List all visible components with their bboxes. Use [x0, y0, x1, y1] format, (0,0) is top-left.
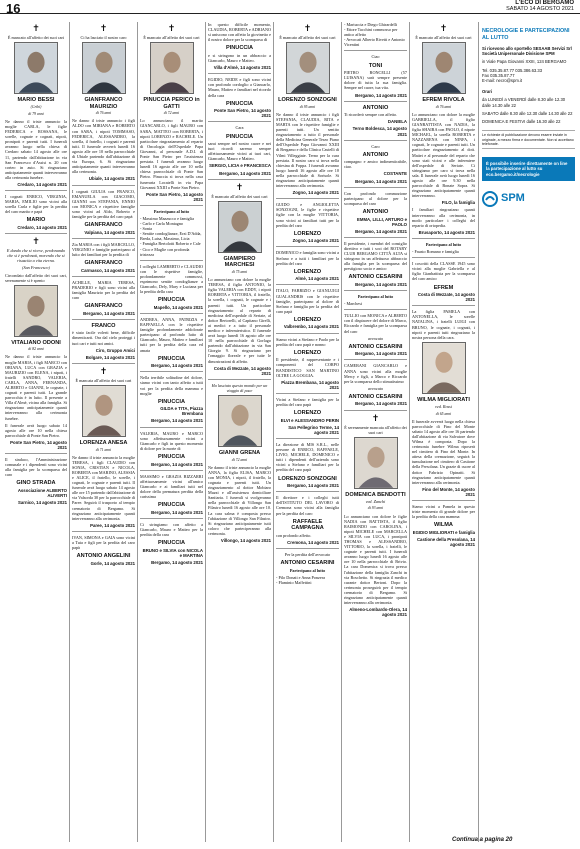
divider [412, 305, 475, 306]
participants-list: - Marchesi [344, 301, 363, 307]
divider [140, 313, 203, 314]
continue-note: Continua a pagina 20 [452, 837, 513, 843]
column-rule [69, 22, 70, 842]
deceased-name: ANTONIO [362, 151, 389, 158]
notice-date: Zogno, 14 agosto 2021 [292, 238, 339, 244]
deceased-name: PINUCCIA [157, 453, 186, 460]
deceased-name: PINUCCIA [225, 45, 254, 52]
notice-text: TULLIO con MONICA e ALBERTO con il dispiacere del dolore di Marco, Riccardo e famiglia per la scomparsa del caro [344, 313, 407, 334]
deceased-photo [286, 42, 330, 94]
deceased-name: ANTONIO CESARINI [348, 274, 403, 281]
notice-date: Bergamo, 14 agosto 2021 [151, 418, 203, 424]
deceased-name: EFREM RIVOLA [422, 97, 465, 104]
notice-date: Brusaporto, 14 agosto 2021 [418, 229, 475, 235]
divider [208, 379, 271, 380]
deceased-name: LORENZO [293, 268, 322, 275]
section-heading: Caro [371, 143, 380, 149]
deceased-name: ANTONIO CESARINI [280, 560, 335, 567]
notice-text: VALERIA, MAURO e MARCO sono affettuosamente vicini a Giancarlo e figli in questo momento di dolore per la morte di [140, 430, 203, 451]
participants-list: - Pilo Donati e Anna Ponzera - Flaminio Maffettini [276, 574, 325, 585]
deceased-age: di 75 anni [231, 269, 248, 274]
column-3 [140, 22, 203, 844]
deceased-name: LORENZO [293, 349, 322, 356]
deceased-photo [354, 437, 398, 489]
notice-date: Paree, 14 agosto 2021 [90, 522, 135, 528]
notice-text: In questo difficile momento, CLAUDIA, ROBERTA e ADRIANO si uniscono con affetto la giovinetto e il nostro dolore per la scomparsa di [208, 22, 271, 43]
sidebar-text: Si ricevono allo sportello SESAAB Servizi Srl Società Unipersonale Divisione SPM [482, 46, 572, 57]
notice-intro: È mancato all'affetto dei suoi cari [415, 35, 472, 40]
deceased-name: GIANNI GRENA [218, 450, 261, 456]
divider [140, 518, 203, 519]
deceased-name: ANTONIO ANGELINI [76, 553, 131, 560]
divider [276, 246, 339, 247]
notice-date: Credaro, 14 agosto 2021 [17, 182, 67, 187]
divider [344, 237, 407, 238]
divider [208, 179, 271, 180]
column-4 [208, 22, 271, 844]
notice-signature: SERGIO, LICIA e FRANCESCA [209, 163, 271, 169]
cross-icon: ✝ [439, 24, 448, 34]
divider [276, 548, 339, 549]
notice-signature: EGIDIO MIGLIORATI e famiglia [412, 529, 475, 535]
deceased-name: PINUCCIA PERICO in GATTI [143, 97, 200, 110]
notice-date: Bergamo, 14 agosto 2021 [355, 281, 407, 287]
spm-logo-icon [482, 191, 498, 207]
notice-date: Valpiana, 14 agosto 2021 [84, 229, 135, 235]
notice-text: MASSIMO e GRAZIA BIZZARRI affettuosamente vicini all'amico Giancarlo e ai familiari tutti nel dolore della prematura perdita della carissima [140, 473, 203, 499]
notice-date: Bergamo, 14 agosto 2021 [355, 92, 407, 98]
divider [72, 185, 135, 186]
divider [72, 363, 135, 364]
notice-date: Almeno-Lombardo-Olera, 14 agosto 2021 [349, 607, 407, 618]
cross-icon: ✝ [32, 24, 40, 34]
deceased-name: LORENZO SONZOGNI [278, 475, 337, 482]
column-rule [409, 22, 410, 842]
notice-text: I coscritti della CLASSE 1945 sono vicini alla moglie Gabriella e al figlio Gianbattista per la scomparsa del caro amico [412, 261, 475, 282]
notice-text: I cognati ENRICO, VIRGINIA, MARIA, EMILIO sono vicini alla sorella Carla e figlie per la perdita del caro marito e papà [5, 194, 67, 215]
info-sidebar [482, 22, 575, 844]
deceased-name: ANTONIO CESARINI [348, 393, 403, 400]
online-submission-box[interactable]: È possibile inserire direttamente on line la partecipazione al lutto su eco.bergamo.it/necrologie [482, 157, 575, 181]
deceased-name: PINUCCIA [157, 540, 186, 547]
divider [140, 427, 203, 428]
deceased-nickname: (Gribi) [30, 104, 42, 109]
page-header [0, 0, 580, 14]
notice-text: Lo annunciano con dolore la moglie TERESA, il figlio ANTONIO, la figlia VALERIA con EDDY, i nipoti ROBERTA e VITTORIA, il fratello, la sorella, i cognati, le cognate e i parenti tutti. Un particolare ringraziamento al reparto di medicina dell'ospedale di Seriate, al dottor Bertorelli, al Capitano Girelli, ai medici e a tutto il personale medico e infermieristico. Il funerale avrà luogo lunedì 16 agosto alle ore 10 nella parrocchiale di Gorlago partendo dall'abitazione in via San Giorgio 9. Si ringraziano per l'omaggio floreale e per tutte le dimostrazioni di affetto. [208, 277, 271, 364]
notice-text: EGIDIO, NEIDE e figli sono vicini con profondo cordoglio a Giancarlo, Mauro, Matteo e familiari nel ricordo della cara [208, 77, 271, 98]
sidebar-email[interactable]: E-mail: necro@spm.it [482, 78, 523, 84]
notice-text: I colleghi LAMBERTO e CLAUDIO con le rispettive famiglie, profondamente commossi, esprimono sentite condoglianze a Giancarlo, Dely, Mary e Luciana per la perdita della cara [140, 263, 203, 295]
divider [5, 453, 67, 454]
sidebar-title: NECROLOGIE E PARTECIPAZIONI AL LUTTO [482, 28, 570, 41]
notice-text: Circondato dall'affetto dei suoi cari, serenamente si è spento [5, 272, 67, 283]
notice-date: Villa d'Almè, 14 agosto 2021 [213, 65, 271, 71]
divider [344, 290, 407, 291]
notice-date: Bergamo, 14 agosto 2021 [355, 351, 407, 357]
notice-date: Ubiale, 14 agosto 2021 [88, 176, 135, 182]
deceased-age: di 72 anni [163, 111, 180, 116]
deceased-name: LORENZO SONZOGNI [278, 97, 337, 104]
cross-icon: ✝ [99, 366, 108, 377]
divider [412, 500, 475, 501]
divider [344, 187, 407, 188]
divider [72, 531, 135, 532]
deceased-name: ANTONIO [362, 208, 389, 215]
divider [140, 205, 203, 206]
notice-date: Sarnico, 14 agosto 2021 [18, 500, 67, 506]
notice-text: I cognati GIULIA con FRANCO, EMANUELA con GIACOMO, GIANNI con STEFANIA, ENNIO con MONICA e rispettive famiglie sono vicini ad Aldo, Roberto e famiglie per la perdita del caro papà [72, 188, 135, 219]
notice-text: La figlia PAMELA con ANTONELLA, le sorelle NATALINA, i fratelli LUIGI con BRUNO, le cognate, i cognati, i nipoti e parenti tutti ringraziano la nostra persona della cara. [412, 309, 475, 340]
notice-date: San Pellegrino Terme, 14 agosto 2021 [288, 424, 339, 435]
deceased-age: di 76 anni [95, 111, 112, 116]
title-subtext: avvocato [367, 385, 384, 391]
divider [276, 333, 339, 334]
notice-date: Cremona, 14 agosto 2021 [287, 539, 339, 545]
notice-signature: GILDA e TITA, Piazza Brembana [160, 406, 203, 417]
deceased-name: DOMENICA BENDOTTI [345, 491, 406, 498]
participants-list: - Fausto Romano e famiglia [412, 249, 459, 255]
deceased-name: LORENZA ANESA [79, 439, 128, 446]
notice-signature: EMMA, LILLI, ARTURO e PAOLO [357, 216, 407, 227]
spm-logo-text: SPM [501, 192, 525, 205]
notice-text: Ne danno il triste annuncio la moglie CARLA, le figlie FEDERICA e ROSSANA, le sorelle, cognate e cognati, nipoti, pronipoti e parenti tutti. I funerali avranno luogo nella chiesa di Credaro sabato 14 agosto alle ore 11, partendo dall'abitazione in via San Francesco d'Assisi n. 20 con corteo in auto. Si ringraziano anticipatamente quanti interverranno alla cerimonia funebre. [5, 118, 67, 180]
notice-text: Ne danno il triste annuncio i figli STEFANIA, CLAUDIA, RITA e MARTA con le rispettive famiglie e parenti tutti. Un sentito ringraziamento a tutto il personale della Medicina Generale Terzo Piano dell'Ospedale Papa Giovanni XXIII di Bergamo e della Clinica Castelli di Vilmi Villeggiate. Terno per la cura prestata. Il nostro caro si trova nella chiesina di Foppa. I funerali avranno luogo lunedì 16 agosto alle ore 10 nella parrocchiale di Sorisole. Si ringraziano anticipatamente quanti interverranno alla cerimonia. [276, 111, 339, 189]
notice-intro: È serenamente mancata all'affetto dei suoi cari [344, 424, 407, 435]
notice-date: Credaro, 14 agosto 2021 [17, 225, 67, 231]
cross-icon: ✝ [167, 24, 176, 34]
notice-intro: È mancato all'affetto dei suoi cari [279, 35, 336, 40]
issue-date: SABATO 14 AGOSTO 2021 [506, 6, 574, 12]
deceased-name: FRANCO [91, 322, 116, 329]
notice-date: Almè, 14 agosto 2021 [295, 276, 339, 282]
notice-text: Nella terribile solitudine del dolore, siamo vicini con tanto affetto a tutti voi per la perdita della mamma e moglie [140, 375, 203, 396]
column-rule [205, 22, 206, 842]
notice-text: Il presidente, il rappresentante e i componenti del CORPO BANDISTICO SAN MARTINO OLTRE LA GOGGIA. [276, 357, 339, 378]
notice-text: con profondo affetto. [276, 532, 312, 538]
deceased-name: PINUCCIA [157, 297, 186, 304]
notice-intro: È mancato all'affetto dei suoi cari [211, 193, 268, 199]
deceased-name: PINUCCIA [157, 398, 186, 405]
notice-date: Costa di Mezzate, 14 agosto 2021 [213, 365, 271, 376]
deceased-age: di 95 anni [299, 104, 316, 109]
deceased-photo [218, 201, 262, 253]
deceased-name: EFREM [433, 284, 454, 291]
notice-date: Ponte San Pietro, 14 agosto 2021 [146, 191, 203, 202]
notice-signature: FILO, la famiglia [441, 200, 475, 206]
deceased-photo [218, 395, 262, 447]
divider [276, 198, 339, 199]
notice-signature: ELVI e ALESSANDRO PERIN [280, 417, 339, 423]
notice-date: Gorle, 14 agosto 2021 [90, 560, 135, 566]
deceased-photo [14, 42, 58, 94]
section-heading: Partecipano al lutto [357, 294, 394, 300]
deceased-age: di 82 anni [28, 347, 44, 352]
deceased-name: ANTONIO CESARINI [348, 343, 403, 350]
deceased-name: LORENZO [293, 316, 322, 323]
notice-date: Bergamo, 14 agosto 2021 [151, 509, 203, 515]
notice-text: e si stringono in un abbraccio a Giancarlo, Mauro e Matteo. [208, 52, 271, 64]
divider [208, 121, 271, 122]
notice-text: Ne danno il triste annuncio la moglie ANNA, la figlia ELISA, MARCO con MONIA, i nipoti, il fratello, la cognata e parenti tutti. Un ringraziamento al dottor Mobiaro Muzzi e all'assistenza domiciliare Sanitaria. I funerali si svolgeranno nella parrocchiale di Villongo San Filastro lunedì 16 agosto alle ore 10. La cara salma è composta presso l'abitazione di Villongo San Filastro. Si ringraziano anticipatamente tutti coloro che parteciperanno alla cerimonia. [208, 464, 271, 536]
sidebar-fax: Fax 035.35.87.77 [482, 72, 515, 78]
notice-text: Il direttore e i colleghi tutti dell'ISTITUTO DEL LAVORO di Cremona sono vicini alla famiglia per la perdita del caro [276, 495, 339, 516]
deceased-name: WILMA MIGLIORATI [417, 396, 470, 403]
column-rule [273, 22, 274, 842]
notice-date: Valbrembo, 14 agosto 2021 [283, 324, 339, 330]
column-5 [276, 22, 339, 844]
deceased-photo [422, 42, 466, 94]
notice-intro: Ha lasciato questo mondo per un viaggio di pace [211, 382, 268, 393]
column-rule [341, 22, 342, 842]
notice-date: Carmasco, 14 agosto 2021 [81, 267, 135, 273]
notice-signature: Associazione ALBERTO ALIVERTI [17, 488, 67, 499]
deceased-photo [82, 385, 126, 437]
notice-text: Lo annunciano il marito GIANCARLO, i figli MAURO con SARA, MATTEO con ROBERTA, i nipoti LORENZO e RACHELE. Un particolare ringraziamento al reparto di Oncologia dell'Ospedale Papa Giovanni, al personale A.D.I. di Ponte San Pietro per l'assistenza prestata. I funerali avranno luogo lunedì 16 agosto alle ore 10 nella chiesa parrocchiale di Ponte San Pietro. Pinuccia si trova nella casa funeraria Locatelli in via Papa Giovanni XXIII a Ponte San Pietro. [140, 118, 203, 190]
divider [344, 309, 407, 310]
cross-icon: ✝ [99, 24, 108, 34]
divider [140, 371, 203, 372]
deceased-name: LORENZO [293, 230, 322, 237]
notice-date: Villongo, 14 agosto 2021 [220, 538, 271, 543]
column-7 [412, 22, 475, 844]
column-rule [478, 22, 479, 842]
spm-logo [482, 191, 575, 207]
deceased-age: di 72 anni [231, 457, 248, 462]
deceased-name: PINUCCIA [225, 100, 254, 107]
divider [72, 319, 135, 320]
deceased-photo [14, 285, 58, 337]
notice-text: Siamo vicini a Stefano e Paolo per la perdita del caro papà e nonno [276, 336, 339, 347]
deceased-name: PINUCCIA [157, 502, 186, 509]
notice-signature: Ciro, Gruppo Amici [95, 347, 135, 353]
notice-date: Ponte San Pietro, 14 agosto 2021 [214, 108, 271, 119]
notice-text: Con profondo commozione partecipano al dolore per la scomparsa del caro [344, 190, 407, 206]
notice-text: PIETRO RONCELLI (57 LUISANA) sarà sempre presente dolore di tutta la sua famiglia. Sempre nel cuore, tua vita. [344, 70, 407, 91]
deceased-name: WILMA [434, 522, 453, 529]
divider [276, 438, 339, 439]
cross-icon: ✝ [235, 182, 244, 193]
divider [344, 410, 407, 411]
notice-text: Ne danno il triste annuncio la moglie MARIA, i figli MARCO con ORIANA, LUCA con GRAZIA e MAURIZIO con ELENA, i nipoti, i fratelli SANDRO, VALERIA, CARLA, ANNA, FERNANDA, ALBERTO e GIANNI, le cognate, i cognati e parenti tutti. La grande parrocchia è in lutto. Il presente a Villa d'Almè, vicina alla famiglia. Si ringraziano anticipatamente quanti interverranno alla cerimonia funebre. [5, 354, 67, 421]
deceased-name: VITALIANO ODONI [11, 339, 61, 346]
notice-date: Bergamo, 14 agosto 2021 [151, 461, 203, 467]
cross-icon: ✝ [303, 24, 312, 34]
notice-intro: Per la perdita dell'avvocato [284, 551, 331, 557]
notice-text: è stato facile volerti bene, difficile dimenticarti. Ora dal cielo proteggi i tuoi cari e tutti noi amici. [72, 330, 135, 346]
section-heading: Cara [235, 125, 244, 131]
notice-date: Zogno, 14 agosto 2021 [292, 190, 339, 196]
sidebar-hours: SABATO dalle 8.30 alle 12.30 dalle 14.30 alle 22 [482, 110, 573, 116]
notice-text: ITALO, FABRIZIO e GIANLUIGI GUALANDRIS con le rispettive famiglie, partecipano al dolore di Stefano e famiglia per la perdita del caro papà [276, 288, 339, 314]
notice-date: Costa di Mezzate, 14 agosto 2021 [417, 292, 475, 303]
notice-text: Il funerale avverrà luogo nella chiesa parrocchiale di Fino del Monte sabato 14 agosto alle ore 16 partendo dall'abitazione di via Salvatore dove Wilma è composta. Dopo la cerimonia funebre Wilma riposerà nel cimitero di Fino del Monte. In attesa della cremazione, seguirà la tumulazione nel cimitero di Castione della Presolana. Un grazie di cuore al dottor Fabrizio Opinatti. Si ringraziano anticipatamente quanti interverranno alla cerimonia. [412, 418, 475, 485]
page-number: 16 [6, 1, 21, 16]
notice-text: ANDREA, ANNA, PATRIZIA e RAFFAELLA con le rispettive famiglie profondamente addolorate partecipano al profondo lutto di Giancarlo, Mauro, Matteo e familiari tutti per la perdita della cara ed amata [140, 316, 203, 353]
divider [276, 284, 339, 285]
notice-date: Fino del Monte, 14 agosto 2021 [422, 486, 475, 497]
divider [344, 101, 407, 102]
deceased-name: ANTONIO [362, 104, 389, 111]
notice-text: Zia MARIA con i figli MARCELLO, VIRGINIO e famiglie partecipano al lutto dei familiari per la perdita di [72, 241, 135, 257]
notice-date: Bergamo, 14 agosto 2021 [151, 559, 203, 565]
notice-text: IVAN, SIMONA e GAIA sono vicini a Tuia e figli per la perdita del caro papà [72, 534, 135, 551]
newspaper-name: L'ECO DI BERGAMO [515, 0, 574, 6]
notice-intro: È mancato all'affetto dei suoi cari [7, 35, 65, 40]
deceased-name: MARIO [26, 217, 46, 224]
deceased-name: GIANFRANCO [84, 260, 123, 267]
notice-text: Ti ricorderò sempre con affetto. [344, 112, 398, 118]
divider [140, 260, 203, 261]
title-subtext: ved. Rossi [435, 404, 452, 410]
deceased-name: GIANFRANCO [84, 222, 123, 229]
quote-author: (San Francesco) [22, 265, 50, 271]
notice-date: Terno Boldesca, 14 agosto 2021 [352, 126, 407, 137]
deceased-age: di 71 anni [95, 447, 112, 452]
section-heading: Partecipano al lutto [425, 241, 462, 247]
notice-date: Piazza Brembana, 14 agosto 2021 [281, 379, 339, 390]
divider [72, 238, 135, 239]
divider [344, 50, 407, 51]
notice-text: CAMERANI GIANCARLO e ANNA sono vicini alla moglie Mercy e figli, a Marco e Riccardo per la scomparsa dello stimatissimo [344, 363, 407, 384]
participants-list: - Mariuccia e Diego Ghirardelli - Ettore Tacchini commosso per antico affetto - Avvocati Alberto Rivetti e Antonio Vicentini [344, 22, 405, 48]
notice-date: Bolgare, 14 agosto 2021 [85, 354, 135, 360]
notice-date: Bergamo, 14 agosto 2021 [219, 170, 271, 176]
cross-icon: ✝ [32, 237, 40, 248]
divider [72, 276, 135, 277]
divider [276, 393, 339, 394]
notice-date: Bergamo, 14 agosto 2021 [355, 228, 407, 234]
column-1 [5, 22, 67, 844]
section-heading: Ciao [371, 54, 380, 60]
notice-text: Il funerale avrà luogo sabato 14 agosto alle ore 10 nella chiesa parrocchiale di Ponte San Pietro. [5, 422, 67, 438]
deceased-age: di 79 anni [28, 111, 44, 116]
deceased-name: PINUCCIA [157, 355, 186, 362]
deceased-name: GIANFRANCO [84, 303, 123, 310]
sidebar-phone: Tel. 035.35.87.77 035.386.63.33 [482, 67, 543, 73]
notice-date: Castione della Presolana, 14 agosto 2021 [416, 537, 475, 548]
divider [5, 190, 67, 191]
divider [208, 73, 271, 74]
column-6 [344, 22, 407, 844]
notice-date: Ponte San Pietro, 14 agosto 2021 [10, 439, 67, 450]
notice-intro: È mancata all'affetto dei suoi cari [75, 377, 132, 383]
deceased-name: MARIO BESSI [17, 97, 55, 104]
notice-text: Il presidente, i membri del consiglio direttivo e tutti i soci del ROTARY CLUB BERGAMO CITTÀ ALTA si stringono in un affettuoso abbraccio alla famiglia per la scomparsa del prestigioso socio e amico [344, 240, 407, 272]
notice-date: Bergamo, 14 agosto 2021 [355, 401, 407, 407]
deceased-age: di 65 anni [435, 411, 452, 416]
participants-list: - Massimo Mazzucco e famiglia - Carlo e Carla Montagno - Sonia - Sentite condoglianze, Erzi D'Adda, Breda, Luisa, Massimo, Licia - Famiglia Bertolotti Roberto e Cale - Cico e Maglie con profonda tristezza [140, 215, 202, 257]
deceased-name: LORENZO [293, 410, 322, 417]
divider [412, 257, 475, 258]
quote-text: E dando che si riceve, perdonando che si è perdonati, morendo che si risuscita a vita eterna. [6, 248, 66, 264]
deceased-name: GIAMPIERO MARCHESI [223, 255, 256, 269]
divider [344, 140, 407, 141]
section-heading: Partecipano al lutto [153, 208, 190, 214]
notice-text: Lo annunciano con dolore la moglie GABRIELLA, il figlio GIANBATTISTA con NADIA, la figlia SHAIRA con PAOLO, il nipote MICHAEL, la sorella ROBERTA e NAZZARENA con NINFA, i cognati, le cognate e parenti tutti. Un particolare ringraziamento al dott. Mattei e al personale del reparto che sono stati vicini e alle infermiere dell'ospedale di Seriate. Ci stringiamo per caro si trova nella sala. Il funerale avrà luogo lunedì 16 agosto alle ore 9.30 nella parrocchiale di Bonate Sopra. Si ringraziano anticipatamente quanti interverranno. [412, 111, 475, 199]
notice-signature: DANIELA [387, 119, 407, 125]
sidebar-hours: DOMENICA E FESTIVI dalle 16.30 alle 22 [482, 119, 561, 125]
notice-text: Il sindaco, l'Amministrazione comunale e i dipendenti sono vicini alla famiglia per la scomparsa del caro [5, 457, 67, 478]
notice-text: Siamo vicini a Pamela in questo triste momento di grande dolore per la perdita della cara mamma [412, 504, 475, 520]
notice-text: I familiari ringraziano quanti interverranno alla cerimonia, in modo particolare i colleghi del reparto di ortopedia. [412, 207, 475, 228]
deceased-age: di 76 anni [435, 104, 452, 109]
column-rule [137, 22, 138, 842]
deceased-age: di 93 anni [367, 506, 384, 511]
sidebar-hours-title: Orari [482, 89, 493, 95]
column-2 [72, 22, 135, 844]
notice-text: La direzione di MIS S.R.L., nelle persone di ENRICO, RAFFAELE, LIVIO, MICHELE, DOMENICO e tutti i dipendenti dell'azienda sono vicini a Stefano e familiari per la perdita del caro papà [276, 441, 339, 473]
notice-text: compagno e amico indimenticabile, ciao. [344, 159, 407, 170]
divider [344, 359, 407, 360]
notice-signature: COSTANTE [383, 171, 407, 177]
notice-text: DOMENICO e famiglia sono vicini a Stefano e a tutti i familiari per la perdita del caro [276, 250, 339, 266]
notice-text: Lo annunciano con dolore le figlie NADIA con BATTISTA, il figlio RAIMONDO con CAROLINA, i nipoti MICHELE con MARCELLA e SILVIA con LUCA, i pronipoti THOMAS e ALESSANDRO, VITTORIO, la sorella, i fratelli, le cognate e parenti tutti. I funerali avranno luogo lunedì 16 agosto alle ore 10 nella parrocchiale di Brivio. La cara Domenica si trova presso l'abitazione della famiglia Zanchi in via Boschetto. Si ringrazia il medico curante dottor Bertoni. Dopo la cerimonia proseguirà per il tempio crematorio di Bergamo. Si ringraziano anticipatamente quanti interverranno alla cerimonia. [344, 513, 407, 606]
notice-date: Bergamo, 14 agosto 2021 [355, 178, 407, 184]
deceased-name: TONI [368, 62, 383, 69]
notice-text: Ne danno il triste annuncio i figli ALDO con MIRIANA e ROBERTO con SARA, i nipoti TOMMASO, FEDERICA, ALESSANDRO, la sorella, il fratello, i cognati e parenti tutti. Il funerale avverrà lunedì 16 agosto alle ore 10 nella parrocchiale di Ubiale partendo dall'abitazione di via Europa, 6. Si ringraziano anticipatamente quanti interverranno alla cerimonia. [72, 118, 135, 175]
divider [140, 470, 203, 471]
divider [412, 238, 475, 239]
notice-date: Bergamo, 14 agosto 2021 [287, 483, 339, 489]
notice-signature: BRUNO e SILVIA con NICOLA e MARTINA [142, 547, 203, 558]
deceased-photo [150, 42, 194, 94]
sidebar-address: in Viale Papa Giovanni XXIII, 124 BERGAMO [482, 59, 567, 65]
deceased-name: GINO STRADA [16, 480, 56, 487]
deceased-photo [422, 342, 466, 394]
sidebar-hours: da LUNEDÌ a VENERDÌ dalle 8.30 alle 12.30 dalle 14.30 alle 22 [482, 97, 566, 108]
deceased-photo [82, 42, 126, 94]
notice-text: sarai sempre nel nostro cuore e nei tuoi ricordi saremo sempre affettuosamente vicini ai tuoi cari, Giancarlo, Mauro e Matteo. [208, 141, 271, 162]
divider [276, 491, 339, 492]
deceased-name: RAFFAELE CAMPAGNA [291, 518, 324, 532]
divider [5, 233, 67, 234]
title-subtext: avvocato [367, 335, 384, 341]
notice-date: Bergamo, 14 agosto 2021 [151, 363, 203, 369]
notice-intro: Ci ha lasciato il nostro caro [80, 35, 127, 40]
notice-date: Mapello, 14 agosto 2021 [153, 304, 203, 310]
title-subtext: ved. Zanchi [365, 499, 386, 505]
notice-text: Ne danno il triste annuncio la moglie TERESA, i figli CLAUDIO con SONIA, CRISTIAN e NICOLA, ROBERTA con MARINO, ALESSIA e ALICE, il fratello, le sorelle, i cognati, le cognate e parenti tutti. Il funerale avrà luogo sabato 14 agosto alle ore 15 partendo dall'abitazione di via Valsorda 30 per la parrocchiale di Paree. Seguirà il trasporto al tempio crematorio di Bergamo. Si ringraziano anticipatamente quanti interverranno alla cerimonia. [72, 454, 135, 521]
notice-text: Ci stringiamo con affetto a Giancarlo, Mauro e Matteo per la perdita della cara [140, 521, 203, 537]
notice-text: Vicini a Stefano e famiglia per la perdita del caro papà [276, 396, 339, 407]
notice-text: GUIDO e ANGIOLETTA SONZOGNI, le figlie e rispettive figlie con la moglie VITTORIA, sono vicini ai familiari tutti per la perdita del caro [276, 202, 339, 228]
notice-text: ACHILLE, MARIA TERESA, PRADERIO e figli sono vicini alla famiglia Maurizio per la perdita del caro [72, 279, 135, 300]
cross-icon: ✝ [371, 413, 380, 424]
notice-intro: È mancato all'affetto dei suoi cari [143, 35, 200, 40]
deceased-name: PINUCCIA [225, 133, 254, 140]
sidebar-note: Le richieste di pubblicazione devono essere inviate in originale, a mezzo firma e documentate. Non si accettano telefonate. [482, 130, 575, 149]
notice-date: Bergamo, 14 agosto 2021 [83, 310, 135, 316]
section-heading: Partecipano al lutto [289, 567, 326, 573]
masthead [506, 0, 574, 12]
deceased-name: GIANFRANCO MAURIZIO [84, 97, 123, 110]
